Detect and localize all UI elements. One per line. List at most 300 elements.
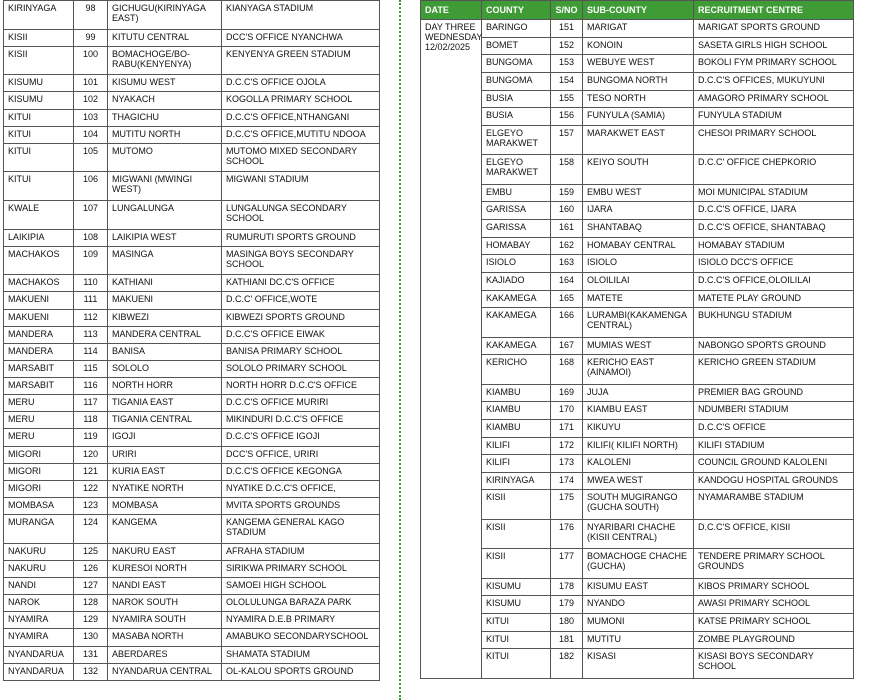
table-row: [4, 446, 380, 463]
subcounty-cell: KANGEMA: [108, 515, 222, 544]
subcounty-cell: KALOLENI: [583, 455, 694, 473]
table-row: [4, 75, 380, 92]
sno-cell: 151: [551, 20, 583, 38]
recruitment-centre-cell: AFRAHA STADIUM: [222, 543, 380, 560]
subcounty-cell: NYANDO: [583, 596, 694, 614]
sno-cell: 124: [74, 515, 108, 544]
sno-cell: 127: [74, 578, 108, 595]
county-cell: MERU: [4, 395, 74, 412]
county-cell: MANDERA: [4, 326, 74, 343]
table-row: [4, 109, 380, 126]
table-row: [4, 275, 380, 292]
recruitment-table-right: [420, 0, 854, 679]
subcounty-cell: SOLOLO: [108, 360, 222, 377]
table-row: [421, 549, 854, 578]
table-row: [4, 663, 380, 680]
sno-cell: 101: [74, 75, 108, 92]
left-table-container: [3, 0, 380, 681]
column-divider: [399, 0, 401, 700]
subcounty-cell: BOMACHOGE CHACHE (GUCHA): [583, 549, 694, 578]
subcounty-cell: MWEA WEST: [583, 472, 694, 490]
table-row: [421, 578, 854, 596]
subcounty-cell: BUNGOMA NORTH: [583, 72, 694, 90]
recruitment-centre-cell: BANISA PRIMARY SCHOOL: [222, 343, 380, 360]
recruitment-centre-cell: KIANYAGA STADIUM: [222, 1, 380, 30]
sno-cell: 110: [74, 275, 108, 292]
recruitment-centre-cell: COUNCIL GROUND KALOLENI: [694, 455, 854, 473]
recruitment-centre-cell: KENYENYA GREEN STADIUM: [222, 46, 380, 75]
recruitment-centre-cell: KILIFI STADIUM: [694, 437, 854, 455]
county-cell: MAKUENI: [4, 292, 74, 309]
county-cell: KAJIADO: [482, 272, 551, 290]
table-row: [421, 72, 854, 90]
recruitment-centre-cell: MVITA SPORTS GROUNDS: [222, 498, 380, 515]
recruitment-centre-cell: SAMOEI HIGH SCHOOL: [222, 578, 380, 595]
recruitment-centre-cell: MIGWANI STADIUM: [222, 172, 380, 201]
subcounty-cell: NAROK SOUTH: [108, 595, 222, 612]
table-row: [4, 498, 380, 515]
table-row: [4, 229, 380, 246]
county-cell: KIAMBU: [482, 402, 551, 420]
table-row: [4, 515, 380, 544]
table-row: [4, 560, 380, 577]
county-cell: KAKAMEGA: [482, 308, 551, 337]
subcounty-cell: KITUTU CENTRAL: [108, 29, 222, 46]
recruitment-centre-cell: AMAGORO PRIMARY SCHOOL: [694, 90, 854, 108]
subcounty-cell: SHANTABAQ: [583, 219, 694, 237]
county-cell: MERU: [4, 412, 74, 429]
header-sno: S/NO: [551, 1, 583, 20]
date-line: DAY THREE: [425, 22, 476, 32]
table-row: [4, 246, 380, 275]
sno-cell: 130: [74, 629, 108, 646]
recruitment-centre-cell: BUKHUNGU STADIUM: [694, 308, 854, 337]
sno-cell: 161: [551, 219, 583, 237]
subcounty-cell: KERICHO EAST (AINAMOI): [583, 355, 694, 384]
sno-cell: 108: [74, 229, 108, 246]
county-cell: BUSIA: [482, 108, 551, 126]
county-cell: KISUMU: [4, 92, 74, 109]
county-cell: KIAMBU: [482, 384, 551, 402]
recruitment-centre-cell: RUMURUTI SPORTS GROUND: [222, 229, 380, 246]
sno-cell: 117: [74, 395, 108, 412]
county-cell: KITUI: [482, 649, 551, 679]
table-row: [421, 337, 854, 355]
sno-cell: 177: [551, 549, 583, 578]
subcounty-cell: ABERDARES: [108, 646, 222, 663]
county-cell: GARISSA: [482, 202, 551, 220]
sno-cell: 156: [551, 108, 583, 126]
county-cell: KISII: [482, 490, 551, 519]
county-cell: NYANDARUA: [4, 646, 74, 663]
recruitment-centre-cell: NABONGO SPORTS GROUND: [694, 337, 854, 355]
table-row: [421, 184, 854, 202]
table-row: [4, 29, 380, 46]
recruitment-centre-cell: OLOLULUNGA BARAZA PARK: [222, 595, 380, 612]
county-cell: MIGORI: [4, 463, 74, 480]
recruitment-centre-cell: D.C.C'S OFFICE: [694, 419, 854, 437]
county-cell: MACHAKOS: [4, 275, 74, 292]
sno-cell: 106: [74, 172, 108, 201]
county-cell: KAKAMEGA: [482, 337, 551, 355]
county-cell: HOMABAY: [482, 237, 551, 255]
table-row: [421, 419, 854, 437]
recruitment-centre-cell: D.C.C'S OFFICE,NTHANGANI: [222, 109, 380, 126]
subcounty-cell: MARAKWET EAST: [583, 125, 694, 154]
county-cell: NAKURU: [4, 560, 74, 577]
sno-cell: 131: [74, 646, 108, 663]
subcounty-cell: MUTOMO: [108, 143, 222, 172]
table-row: [421, 55, 854, 73]
sno-cell: 167: [551, 337, 583, 355]
sno-cell: 122: [74, 480, 108, 497]
recruitment-centre-cell: FUNYULA STADIUM: [694, 108, 854, 126]
table-row: [421, 455, 854, 473]
subcounty-cell: ISIOLO: [583, 255, 694, 273]
county-cell: EMBU: [482, 184, 551, 202]
subcounty-cell: NYARIBARI CHACHE (KISII CENTRAL): [583, 519, 694, 548]
county-cell: KITUI: [4, 109, 74, 126]
county-cell: NYANDARUA: [4, 663, 74, 680]
recruitment-centre-cell: BOKOLI FYM PRIMARY SCHOOL: [694, 55, 854, 73]
recruitment-centre-cell: LUNGALUNGA SECONDARY SCHOOL: [222, 200, 380, 229]
county-cell: KITUI: [482, 631, 551, 649]
header-county: COUNTY: [482, 1, 551, 20]
sno-cell: 174: [551, 472, 583, 490]
recruitment-centre-cell: SASETA GIRLS HIGH SCHOOL: [694, 37, 854, 55]
table-row: [4, 1, 380, 30]
county-cell: KWALE: [4, 200, 74, 229]
table-row: [421, 519, 854, 548]
subcounty-cell: KISASI: [583, 649, 694, 679]
county-cell: GARISSA: [482, 219, 551, 237]
sno-cell: 153: [551, 55, 583, 73]
county-cell: BOMET: [482, 37, 551, 55]
recruitment-centre-cell: NYATIKE D.C.C'S OFFICE,: [222, 480, 380, 497]
table-row: [421, 472, 854, 490]
recruitment-centre-cell: KOGOLLA PRIMARY SCHOOL: [222, 92, 380, 109]
sno-cell: 116: [74, 378, 108, 395]
table-row: [4, 612, 380, 629]
subcounty-cell: IGOJI: [108, 429, 222, 446]
subcounty-cell: MANDERA CENTRAL: [108, 326, 222, 343]
sno-cell: 158: [551, 155, 583, 184]
subcounty-cell: TIGANIA EAST: [108, 395, 222, 412]
table-row: [4, 578, 380, 595]
county-cell: KISII: [4, 29, 74, 46]
table-row: [421, 308, 854, 337]
subcounty-cell: KATHIANI: [108, 275, 222, 292]
date-cell: [421, 20, 482, 679]
subcounty-cell: KIKUYU: [583, 419, 694, 437]
subcounty-cell: TESO NORTH: [583, 90, 694, 108]
subcounty-cell: URIRI: [108, 446, 222, 463]
sno-cell: 118: [74, 412, 108, 429]
sno-cell: 181: [551, 631, 583, 649]
county-cell: KITUI: [4, 172, 74, 201]
recruitment-centre-cell: D.C.C'S OFFICE EIWAK: [222, 326, 380, 343]
table-row: [421, 202, 854, 220]
subcounty-cell: THAGICHU: [108, 109, 222, 126]
sno-cell: 157: [551, 125, 583, 154]
right-table-header: [421, 1, 854, 20]
table-row: [4, 646, 380, 663]
sno-cell: 120: [74, 446, 108, 463]
sno-cell: 175: [551, 490, 583, 519]
sno-cell: 176: [551, 519, 583, 548]
date-line: WEDNESDAY: [425, 32, 483, 42]
county-cell: KISII: [482, 549, 551, 578]
subcounty-cell: KILIFI( KILIFI NORTH): [583, 437, 694, 455]
subcounty-cell: NYANDARUA CENTRAL: [108, 663, 222, 680]
recruitment-centre-cell: MATETE PLAY GROUND: [694, 290, 854, 308]
recruitment-centre-cell: OL-KALOU SPORTS GROUND: [222, 663, 380, 680]
county-cell: NAKURU: [4, 543, 74, 560]
sno-cell: 160: [551, 202, 583, 220]
recruitment-centre-cell: AMABUKO SECONDARYSCHOOL: [222, 629, 380, 646]
subcounty-cell: KISUMU WEST: [108, 75, 222, 92]
sno-cell: 113: [74, 326, 108, 343]
recruitment-centre-cell: NORTH HORR D.C.C'S OFFICE: [222, 378, 380, 395]
recruitment-centre-cell: PREMIER BAG GROUND: [694, 384, 854, 402]
subcounty-cell: FUNYULA (SAMIA): [583, 108, 694, 126]
recruitment-centre-cell: D.C.C'S OFFICE,MUTITU NDOOA: [222, 126, 380, 143]
recruitment-centre-cell: ISIOLO DCC'S OFFICE: [694, 255, 854, 273]
sno-cell: 170: [551, 402, 583, 420]
county-cell: MIGORI: [4, 480, 74, 497]
table-row: [421, 125, 854, 154]
table-row: [4, 378, 380, 395]
table-row: [421, 290, 854, 308]
recruitment-centre-cell: HOMABAY STADIUM: [694, 237, 854, 255]
recruitment-centre-cell: MIKINDURI D.C.C'S OFFICE: [222, 412, 380, 429]
subcounty-cell: NANDI EAST: [108, 578, 222, 595]
subcounty-cell: GICHUGU(KIRINYAGA EAST): [108, 1, 222, 30]
subcounty-cell: KISUMU EAST: [583, 578, 694, 596]
right-table-container: [420, 0, 854, 679]
header-row: [421, 1, 854, 20]
table-row: [421, 219, 854, 237]
table-row: [421, 90, 854, 108]
table-row: [421, 37, 854, 55]
county-cell: KISII: [482, 519, 551, 548]
county-cell: NYAMIRA: [4, 629, 74, 646]
recruitment-centre-cell: MASINGA BOYS SECONDARY SCHOOL: [222, 246, 380, 275]
county-cell: KISUMU: [4, 75, 74, 92]
subcounty-cell: MASINGA: [108, 246, 222, 275]
county-cell: KISUMU: [482, 596, 551, 614]
subcounty-cell: MASABA NORTH: [108, 629, 222, 646]
sno-cell: 109: [74, 246, 108, 275]
table-row: [421, 596, 854, 614]
recruitment-centre-cell: MARIGAT SPORTS GROUND: [694, 20, 854, 38]
table-row: [4, 595, 380, 612]
sno-cell: 180: [551, 613, 583, 631]
county-cell: BUNGOMA: [482, 55, 551, 73]
subcounty-cell: MUMONI: [583, 613, 694, 631]
table-row: [4, 360, 380, 377]
table-row: [4, 172, 380, 201]
subcounty-cell: MAKUENI: [108, 292, 222, 309]
recruitment-centre-cell: D.C.C'S OFFICE, SHANTABAQ: [694, 219, 854, 237]
subcounty-cell: NORTH HORR: [108, 378, 222, 395]
subcounty-cell: SOUTH MUGIRANGO (GUCHA SOUTH): [583, 490, 694, 519]
header-subcounty: SUB-COUNTY: [583, 1, 694, 20]
county-cell: KITUI: [482, 613, 551, 631]
county-cell: MURANGA: [4, 515, 74, 544]
sno-cell: 179: [551, 596, 583, 614]
recruitment-centre-cell: NYAMIRA D.E.B PRIMARY: [222, 612, 380, 629]
recruitment-centre-cell: SIRIKWA PRIMARY SCHOOL: [222, 560, 380, 577]
sno-cell: 162: [551, 237, 583, 255]
subcounty-cell: MOMBASA: [108, 498, 222, 515]
sno-cell: 125: [74, 543, 108, 560]
county-cell: MERU: [4, 429, 74, 446]
sno-cell: 111: [74, 292, 108, 309]
table-row: [421, 355, 854, 384]
sno-cell: 168: [551, 355, 583, 384]
county-cell: MIGORI: [4, 446, 74, 463]
sno-cell: 126: [74, 560, 108, 577]
subcounty-cell: LUNGALUNGA: [108, 200, 222, 229]
recruitment-centre-cell: TENDERE PRIMARY SCHOOL GROUNDS: [694, 549, 854, 578]
subcounty-cell: KIBWEZI: [108, 309, 222, 326]
county-cell: KERICHO: [482, 355, 551, 384]
county-cell: MANDERA: [4, 343, 74, 360]
subcounty-cell: KEIYO SOUTH: [583, 155, 694, 184]
recruitment-centre-cell: D.C.C'S OFFICE, KISII: [694, 519, 854, 548]
county-cell: MOMBASA: [4, 498, 74, 515]
subcounty-cell: TIGANIA CENTRAL: [108, 412, 222, 429]
table-row: [4, 543, 380, 560]
table-row: [421, 20, 854, 38]
table-row: [4, 629, 380, 646]
table-row: [4, 200, 380, 229]
table-row: [4, 480, 380, 497]
table-row: [421, 402, 854, 420]
county-cell: BARINGO: [482, 20, 551, 38]
county-cell: ELGEYO MARAKWET: [482, 125, 551, 154]
subcounty-cell: EMBU WEST: [583, 184, 694, 202]
recruitment-centre-cell: CHESOI PRIMARY SCHOOL: [694, 125, 854, 154]
sno-cell: 154: [551, 72, 583, 90]
table-row: [4, 309, 380, 326]
subcounty-cell: NYAKACH: [108, 92, 222, 109]
table-row: [4, 412, 380, 429]
subcounty-cell: MUMIAS WEST: [583, 337, 694, 355]
recruitment-centre-cell: MOI MUNICIPAL STADIUM: [694, 184, 854, 202]
sno-cell: 112: [74, 309, 108, 326]
subcounty-cell: WEBUYE WEST: [583, 55, 694, 73]
sno-cell: 99: [74, 29, 108, 46]
subcounty-cell: KONOIN: [583, 37, 694, 55]
sno-cell: 165: [551, 290, 583, 308]
sno-cell: 171: [551, 419, 583, 437]
recruitment-centre-cell: D.C.C'S OFFICE, IJARA: [694, 202, 854, 220]
recruitment-centre-cell: KANDOGU HOSPITAL GROUNDS: [694, 472, 854, 490]
sno-cell: 159: [551, 184, 583, 202]
county-cell: NYAMIRA: [4, 612, 74, 629]
recruitment-centre-cell: KIBOS PRIMARY SCHOOL: [694, 578, 854, 596]
sno-cell: 173: [551, 455, 583, 473]
county-cell: MARSABIT: [4, 378, 74, 395]
table-row: [421, 437, 854, 455]
sno-cell: 163: [551, 255, 583, 273]
subcounty-cell: NYAMIRA SOUTH: [108, 612, 222, 629]
table-row: [4, 429, 380, 446]
sno-cell: 115: [74, 360, 108, 377]
recruitment-centre-cell: KATHIANI DC.C'S OFFICE: [222, 275, 380, 292]
sno-cell: 103: [74, 109, 108, 126]
county-cell: KISII: [4, 46, 74, 75]
recruitment-centre-cell: KERICHO GREEN STADIUM: [694, 355, 854, 384]
recruitment-centre-cell: SOLOLO PRIMARY SCHOOL: [222, 360, 380, 377]
subcounty-cell: MARIGAT: [583, 20, 694, 38]
subcounty-cell: LAIKIPIA WEST: [108, 229, 222, 246]
subcounty-cell: KIAMBU EAST: [583, 402, 694, 420]
recruitment-centre-cell: KANGEMA GENERAL KAGO STADIUM: [222, 515, 380, 544]
sno-cell: 114: [74, 343, 108, 360]
sno-cell: 128: [74, 595, 108, 612]
subcounty-cell: MUTITU NORTH: [108, 126, 222, 143]
subcounty-cell: IJARA: [583, 202, 694, 220]
subcounty-cell: NAKURU EAST: [108, 543, 222, 560]
recruitment-centre-cell: KISASI BOYS SECONDARY SCHOOL: [694, 649, 854, 679]
county-cell: BUSIA: [482, 90, 551, 108]
subcounty-cell: HOMABAY CENTRAL: [583, 237, 694, 255]
sno-cell: 164: [551, 272, 583, 290]
recruitment-table-left: [3, 0, 380, 681]
county-cell: KITUI: [4, 143, 74, 172]
sno-cell: 105: [74, 143, 108, 172]
recruitment-centre-cell: D.C.C'S OFFICE,OLOILILAI: [694, 272, 854, 290]
sno-cell: 119: [74, 429, 108, 446]
county-cell: NANDI: [4, 578, 74, 595]
subcounty-cell: KURIA EAST: [108, 463, 222, 480]
sno-cell: 152: [551, 37, 583, 55]
recruitment-centre-cell: DCC'S OFFICE NYANCHWA: [222, 29, 380, 46]
county-cell: BUNGOMA: [482, 72, 551, 90]
recruitment-centre-cell: KATSE PRIMARY SCHOOL: [694, 613, 854, 631]
recruitment-centre-cell: D.C.C'S OFFICE MURIRI: [222, 395, 380, 412]
date-line: 12/02/2025: [425, 42, 471, 52]
county-cell: LAIKIPIA: [4, 229, 74, 246]
recruitment-centre-cell: NDUMBERI STADIUM: [694, 402, 854, 420]
county-cell: ISIOLO: [482, 255, 551, 273]
sno-cell: 155: [551, 90, 583, 108]
recruitment-centre-cell: D.C.C'S OFFICES, MUKUYUNI: [694, 72, 854, 90]
subcounty-cell: MIGWANI (MWINGI WEST): [108, 172, 222, 201]
county-cell: MAKUENI: [4, 309, 74, 326]
sno-cell: 172: [551, 437, 583, 455]
recruitment-centre-cell: MUTOMO MIXED SECONDARY SCHOOL: [222, 143, 380, 172]
sno-cell: 104: [74, 126, 108, 143]
county-cell: ELGEYO MARAKWET: [482, 155, 551, 184]
recruitment-centre-cell: NYAMARAMBE STADIUM: [694, 490, 854, 519]
recruitment-centre-cell: D.C.C'S OFFICE IGOJI: [222, 429, 380, 446]
table-row: [421, 272, 854, 290]
sno-cell: 98: [74, 1, 108, 30]
sno-cell: 102: [74, 92, 108, 109]
subcounty-cell: NYATIKE NORTH: [108, 480, 222, 497]
left-table-body: [4, 1, 380, 681]
subcounty-cell: MATETE: [583, 290, 694, 308]
table-row: [421, 384, 854, 402]
subcounty-cell: BOMACHOGE/BO-RABU(KENYENYA): [108, 46, 222, 75]
sno-cell: 169: [551, 384, 583, 402]
subcounty-cell: JUJA: [583, 384, 694, 402]
right-table-body: [421, 20, 854, 679]
